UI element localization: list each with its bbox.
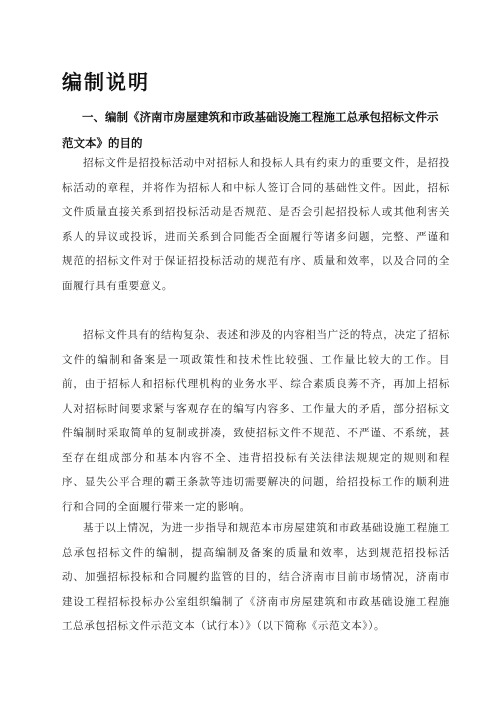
section-heading: 一、编制《济南市房屋建筑和市政基础设施工程施工总承包招标文件示范文本》的目的 xyxy=(62,110,439,150)
document-title: 编制说明 xyxy=(62,70,150,94)
paragraph-1: 招标文件是招投标活动中对招标人和投标人具有约束力的重要文件，是招投标活动的章程，并将作为招标人和中标人签订合同的基础性文件。因此，招标文件质量直接关系到招投标活动是否规范、是否会引起招投标人或其他利害关系人的异议或投诉，进而关系到合同能否全面履行等诸多问题，完整、严谨和规范的招标文件对于保证招投标活动的规范有序、质量和效率，以及合同的全面履行具有重要意义。 xyxy=(62,157,450,292)
paragraph-3: 基于以上情况，为进一步指导和规范本市房屋建筑和市政基础设施工程施工总承包招标文件的编制，提高编制及备案的质量和效率，达到规范招投标活动、加强招标投标和合同履约监管的目的，结合济南市目前市场情况，济南市建设工程招标投标办公室组织编制了《济南市房屋建筑和市政基础设施工程施工总承包招标文件示范文本（试行本）》（以下简称《示范文本》）。 xyxy=(62,522,450,632)
paragraph-2: 招标文件具有的结构复杂、表述和涉及的内容相当广泛的特点，决定了招标文件的编制和备案是一项政策性和技术性比较强、工作量比较大的工作。目前，由于招标人和招标代理机构的业务水平、综合素质良莠不齐，再加上招标人对招标时间要求紧与客观存在的编写内容多、工作量大的矛盾，部分招标文件编制时采取简单的复制或拼凑，致使招标文件不规范、不严谨、不系统，甚至存在组成部分和基本内容不全、违背招投标有关法律法规规定的规则和程序、显失公平合理的霸王条款等违切需要解决的问题，给招投标工作的顺利进行和合同的全面履行带来一定的影响。 xyxy=(62,329,450,513)
